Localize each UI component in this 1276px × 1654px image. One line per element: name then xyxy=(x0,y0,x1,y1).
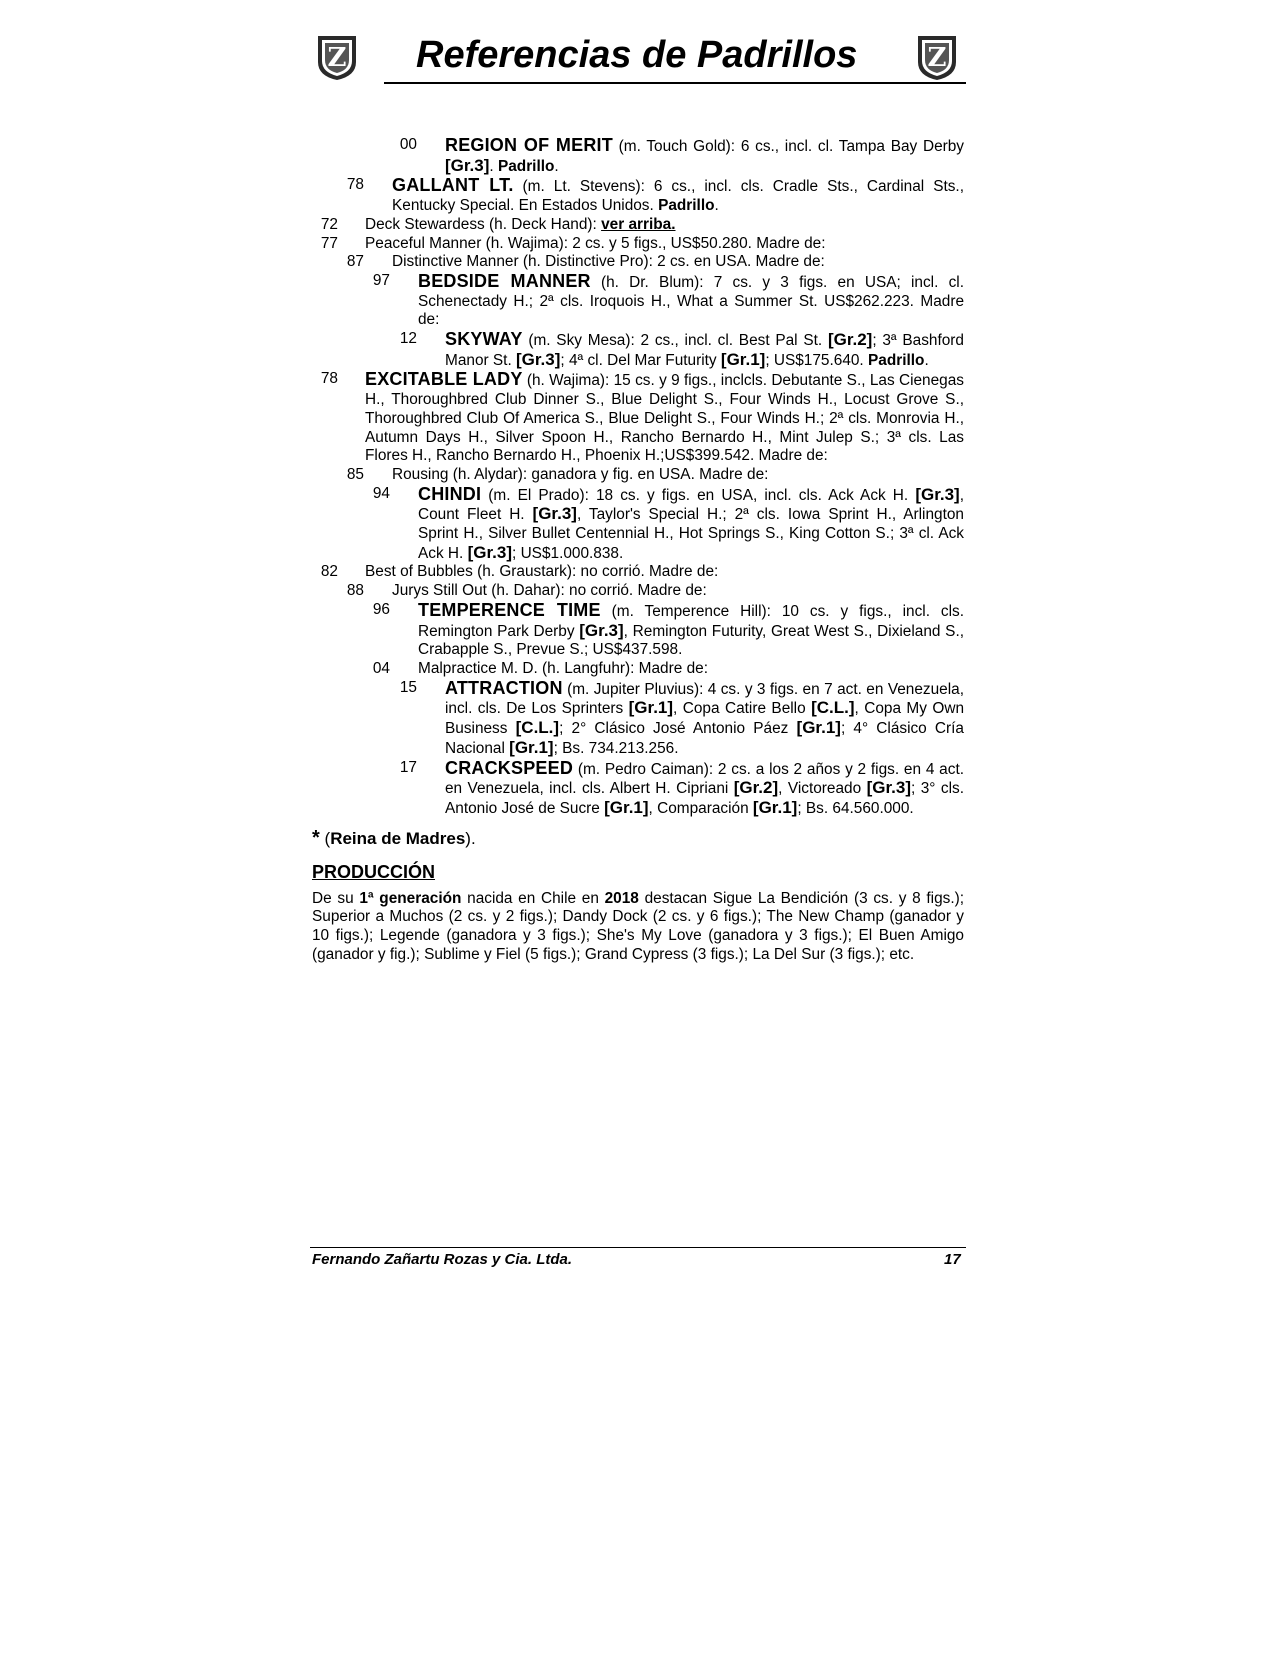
entry-text: TEMPERENCE TIME (m. Temperence Hill): 10 cs. y figs., incl. cls. Remington Park Derby [Gr.3], Remington Futurity, Great West S., Dixieland S., Crabapple S., Prevue S.; US$437.598. xyxy=(418,599,964,659)
entry-year: 78 xyxy=(320,370,338,388)
entry-year: 82 xyxy=(320,563,338,581)
pedigree-entry xyxy=(312,235,964,254)
entry-year: 87 xyxy=(346,253,364,271)
entry-year: 88 xyxy=(346,582,364,600)
entry-year: 17 xyxy=(399,758,417,776)
entry-text: SKYWAY (m. Sky Mesa): 2 cs., incl. cl. Best Pal St. [Gr.2]; 3ª Bashford Manor St. [Gr.3]; 4ª cl. Del Mar Futurity [Gr.1]; US$175.640. Padrillo. xyxy=(445,329,964,369)
footer-rule xyxy=(310,1247,966,1248)
entry-text: Rousing (h. Alydar): ganadora y fig. en USA. Madre de: xyxy=(392,465,769,483)
entry-text: BEDSIDE MANNER (h. Dr. Blum): 7 cs. y 3 figs. en USA; incl. cl. Schenectady H.; 2ª cls. Iroquois H., What a Summer St. US$262.223. Madre de: xyxy=(418,270,964,329)
pedigree-entry xyxy=(312,660,964,679)
pedigree-entry xyxy=(312,759,964,819)
entry-text: Distinctive Manner (h. Distinctive Pro): 2 cs. en USA. Madre de: xyxy=(392,253,825,271)
page-title: Referencias de Padrillos xyxy=(416,34,858,76)
entry-year: 96 xyxy=(372,600,390,618)
shield-logo-icon xyxy=(914,32,960,82)
entry-text: CRACKSPEED (m. Pedro Caiman): 2 cs. a los 2 años y 2 figs. en 4 act. en Venezuela, incl. cls. Albert H. Cipriani [Gr.2], Victoreado [Gr.3]; 3° cls. Antonio José de Sucre [Gr.1], Comparación [Gr.1]; Bs. 64.560.000. xyxy=(445,757,964,817)
pedigree-entry xyxy=(312,485,964,564)
shield-logo-icon xyxy=(314,32,360,82)
pedigree-entry xyxy=(312,679,964,759)
entry-year: 00 xyxy=(399,136,417,153)
pedigree-entry xyxy=(312,176,964,215)
pedigree-entry xyxy=(312,601,964,660)
entry-year: 85 xyxy=(346,465,364,483)
entry-year: 15 xyxy=(399,678,417,696)
entry-year: 77 xyxy=(320,234,338,252)
entry-text: CHINDI (m. El Prado): 18 cs. y figs. en USA, incl. cls. Ack Ack H. [Gr.3], Count Fleet H. [Gr.3], Taylor's Special H.; 2ª cls. Iowa Sprint H., Arlington Sprint H., Silver Bullet Centennial H., Hot Springs S., King Cotton S.; 3ª cl. Ack Ack H. [Gr.3]; US$1.000.838. xyxy=(418,483,964,562)
page-header xyxy=(312,30,964,86)
entry-year: 04 xyxy=(372,659,390,677)
pedigree-entry xyxy=(312,136,964,176)
pedigree-entry xyxy=(312,272,964,330)
entry-text: GALLANT LT. (m. Lt. Stevens): 6 cs., incl. cls. Cradle Sts., Cardinal Sts., Kentucky Special. En Estados Unidos. Padrillo. xyxy=(392,175,964,215)
entry-year: 72 xyxy=(320,215,338,233)
entry-text: REGION OF MERIT (m. Touch Gold): 6 cs., incl. cl. Tampa Bay Derby [Gr.3]. Padrillo. xyxy=(445,135,965,175)
entry-year: 94 xyxy=(372,484,390,502)
reina-de-madres-note: * (Reina de Madres). xyxy=(312,826,476,849)
entry-text: Best of Bubbles (h. Graustark): no corrió. Madre de: xyxy=(365,563,719,581)
pedigree-list xyxy=(312,136,964,819)
pedigree-entry xyxy=(312,466,964,485)
entry-text: Jurys Still Out (h. Dahar): no corrió. Madre de: xyxy=(392,582,707,600)
entry-text: Malpractice M. D. (h. Langfuhr): Madre de: xyxy=(418,659,708,677)
pedigree-entry xyxy=(312,330,964,370)
production-paragraph: De su 1ª generación nacida en Chile en 2018 destacan Sigue La Bendición (3 cs. y 8 figs.); Superior a Muchos (2 cs. y 2 figs.); Dandy Dock (2 cs. y 6 figs.); The New Champ (ganador y 10 figs.); Legende (ganadora y 3 figs.); She's My Love (ganadora y 3 figs.); El Buen Amigo (ganador y fig.); Sublime y Fiel (5 figs.); Grand Cypress (3 figs.); La Del Sur (3 figs.); etc. xyxy=(312,889,965,963)
entry-year: 97 xyxy=(372,271,390,289)
production-heading: PRODUCCIÓN xyxy=(312,861,436,882)
pedigree-entry xyxy=(312,253,964,272)
note-star: * xyxy=(312,826,320,849)
header-rule xyxy=(384,82,966,84)
entry-text: Deck Stewardess (h. Deck Hand): ver arriba. xyxy=(365,215,676,233)
pedigree-entry xyxy=(312,563,964,582)
svg-text:Z: Z xyxy=(927,43,947,73)
pedigree-entry xyxy=(312,216,964,235)
entry-year: 12 xyxy=(399,330,417,348)
pedigree-entry xyxy=(312,582,964,601)
footer-company: Fernando Zañartu Rozas y Cia. Ltda. xyxy=(312,1251,573,1268)
entry-text: EXCITABLE LADY (h. Wajima): 15 cs. y 9 figs., inclcls. Debutante S., Las Cienegas H., Thoroughbred Club Dinner S., Blue Delight S., Four Winds H., Locust Grove S., Thoroughbred Club Of America S., Blue Delight S., Four Winds H.; 2ª cls. Monrovia H., Autumn Days H., Silver Spoon H., Rancho Bernardo H., Mint Julep S.; 3ª cls. Las Flores H., Rancho Bernardo H., Phoenix H.;US$399.542. Madre de: xyxy=(365,369,964,465)
page-number: 17 xyxy=(944,1251,961,1268)
entry-text: Peaceful Manner (h. Wajima): 2 cs. y 5 figs., US$50.280. Madre de: xyxy=(365,234,826,252)
document-page xyxy=(312,30,964,964)
svg-text:Z: Z xyxy=(327,43,347,73)
entry-text: ATTRACTION (m. Jupiter Pluvius): 4 cs. y 3 figs. en 7 act. en Venezuela, incl. cls. De Los Sprinters [Gr.1], Copa Catire Bello [C.L.], Copa My Own Business [C.L.]; 2° Clásico José Antonio Páez [Gr.1]; 4° Clásico Cría Nacional [Gr.1]; Bs. 734.213.256. xyxy=(445,677,965,757)
pedigree-entry xyxy=(312,370,964,466)
entry-year: 78 xyxy=(346,176,364,194)
note-label: Reina de Madres xyxy=(330,828,466,848)
